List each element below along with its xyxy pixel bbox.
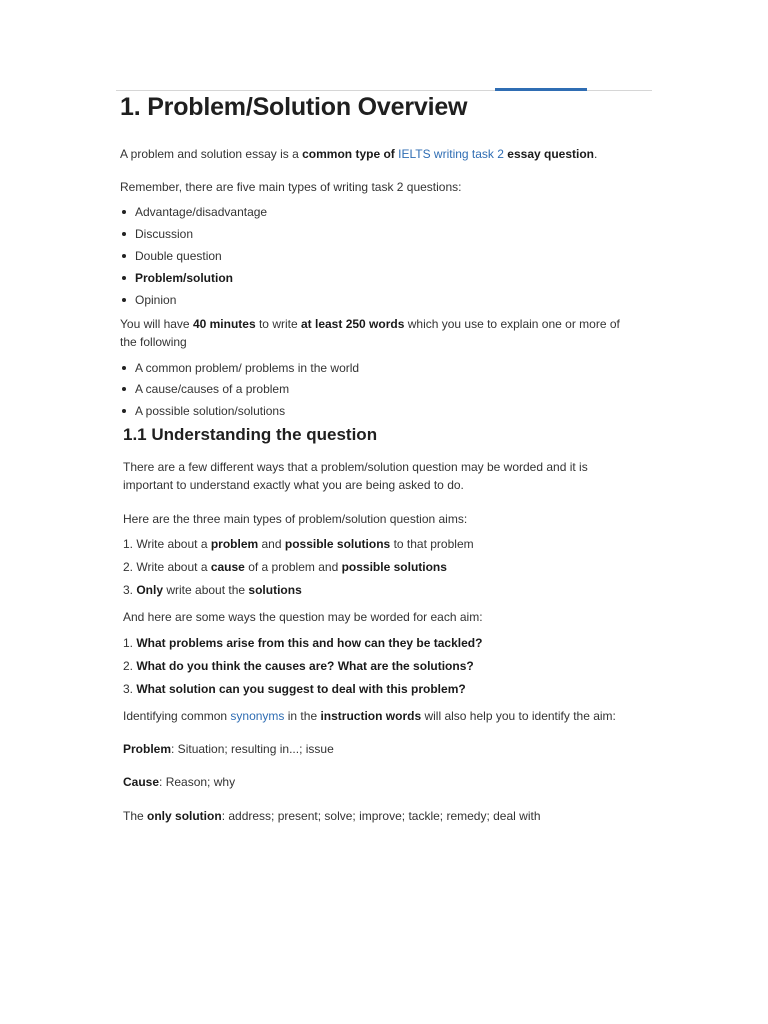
section-title: 1.1 Understanding the question bbox=[123, 425, 378, 444]
worded-question: What solution can you suggest to deal with this problem? bbox=[136, 682, 466, 696]
ielts-task2-link[interactable]: IELTS writing task 2 bbox=[398, 147, 504, 161]
solution-label: only solution bbox=[147, 809, 222, 823]
list-item-label: Discussion bbox=[135, 227, 194, 241]
list-item bbox=[120, 404, 285, 418]
time-text-2: to write bbox=[255, 317, 301, 331]
aim-bold: cause bbox=[210, 560, 245, 574]
list-item bbox=[120, 293, 176, 307]
aim-bold: Only bbox=[136, 583, 164, 597]
aim-number: 1. bbox=[123, 537, 137, 551]
aim-number: 2. bbox=[123, 560, 137, 574]
worded-item bbox=[123, 659, 474, 673]
remember-paragraph: Remember, there are five main types of writing task 2 questions: bbox=[120, 180, 462, 194]
worded-question: What problems arise from this and how can they be tackled? bbox=[136, 636, 483, 650]
bullet-icon bbox=[122, 254, 126, 258]
worded-number: 3. bbox=[123, 682, 137, 696]
page-title: 1. Problem/Solution Overview bbox=[120, 93, 468, 121]
bullet-icon bbox=[122, 366, 126, 370]
list-item-label: A cause/causes of a problem bbox=[135, 382, 290, 396]
time-bold-1: 40 minutes bbox=[192, 317, 256, 331]
problem-text: : Situation; resulting in...; issue bbox=[171, 742, 334, 756]
intro-bold-1: common type of bbox=[302, 147, 395, 161]
aim-text: write about the bbox=[163, 583, 249, 597]
aim-item bbox=[123, 583, 302, 597]
aim-text: Write about a bbox=[136, 560, 211, 574]
time-text-3: which you use to explain one or more of bbox=[404, 317, 620, 331]
list-item-label: Double question bbox=[135, 249, 222, 263]
aim-bold: problem bbox=[210, 537, 259, 551]
aim-bold: solutions bbox=[248, 583, 302, 597]
list-item-label: A common problem/ problems in the world bbox=[135, 361, 360, 375]
aim-number: 3. bbox=[123, 583, 137, 597]
bullet-icon bbox=[122, 298, 126, 302]
solution-synonyms bbox=[123, 807, 541, 825]
aim-text: Write about a bbox=[136, 537, 211, 551]
bullet-icon bbox=[122, 232, 126, 236]
cause-synonyms bbox=[123, 773, 235, 791]
top-divider-accent bbox=[495, 88, 587, 91]
aim-bold: possible solutions bbox=[341, 560, 447, 574]
aim-item bbox=[123, 560, 447, 574]
ways-line-1: There are a few different ways that a problem/solution question may be worded and it is bbox=[123, 460, 588, 474]
cause-label: Cause bbox=[123, 775, 160, 789]
list-item bbox=[120, 382, 289, 396]
bullet-icon bbox=[122, 210, 126, 214]
time-paragraph bbox=[120, 315, 620, 351]
ways-line-2: important to understand exactly what you are being asked to do. bbox=[123, 478, 464, 492]
list-item-label: Problem/solution bbox=[135, 271, 234, 285]
worded-item bbox=[123, 682, 466, 696]
list-item bbox=[120, 249, 222, 263]
intro-text-4: . bbox=[594, 147, 598, 161]
list-item-label: Advantage/disadvantage bbox=[135, 205, 268, 219]
worded-question: What do you think the causes are? What are the solutions? bbox=[136, 659, 474, 673]
worded-item bbox=[123, 636, 482, 650]
aim-bold: possible solutions bbox=[284, 537, 391, 551]
identify-paragraph bbox=[123, 707, 616, 725]
solution-text: : address; present; solve; improve; tackle; remedy; deal with bbox=[221, 809, 541, 823]
intro-paragraph bbox=[120, 145, 597, 163]
worded-number: 1. bbox=[123, 636, 137, 650]
solution-pre: The bbox=[123, 809, 148, 823]
problem-synonyms bbox=[123, 740, 334, 758]
cause-text: : Reason; why bbox=[159, 775, 236, 789]
list-item bbox=[120, 361, 359, 375]
identify-text-3: will also help you to identify the aim: bbox=[421, 709, 616, 723]
synonyms-link[interactable]: synonyms bbox=[230, 709, 285, 723]
aim-text: to that problem bbox=[390, 537, 474, 551]
list-item bbox=[120, 205, 267, 219]
bullet-icon bbox=[122, 276, 126, 280]
aim-text: of a problem and bbox=[244, 560, 342, 574]
list-item bbox=[120, 271, 233, 285]
time-bold-2: at least 250 words bbox=[301, 317, 405, 331]
list-item bbox=[120, 227, 193, 241]
intro-text-1: A problem and solution essay is a bbox=[120, 147, 303, 161]
intro-bold-2: essay question bbox=[507, 147, 594, 161]
list-item-label: Opinion bbox=[135, 293, 177, 307]
time-text-line2: the following bbox=[120, 335, 187, 349]
bullet-icon bbox=[122, 387, 126, 391]
time-text-1: You will have bbox=[120, 317, 193, 331]
ways-paragraph bbox=[123, 458, 588, 494]
aim-item bbox=[123, 537, 474, 551]
worded-number: 2. bbox=[123, 659, 137, 673]
problem-label: Problem bbox=[123, 742, 172, 756]
identify-text-1: Identifying common bbox=[123, 709, 231, 723]
aims-intro: Here are the three main types of problem/solution question aims: bbox=[123, 512, 468, 526]
worded-intro: And here are some ways the question may be worded for each aim: bbox=[123, 610, 483, 624]
list-item-label: A possible solution/solutions bbox=[135, 404, 286, 418]
aim-text: and bbox=[258, 537, 285, 551]
identify-text-2: in the bbox=[284, 709, 321, 723]
identify-bold: instruction words bbox=[320, 709, 422, 723]
bullet-icon bbox=[122, 409, 126, 413]
